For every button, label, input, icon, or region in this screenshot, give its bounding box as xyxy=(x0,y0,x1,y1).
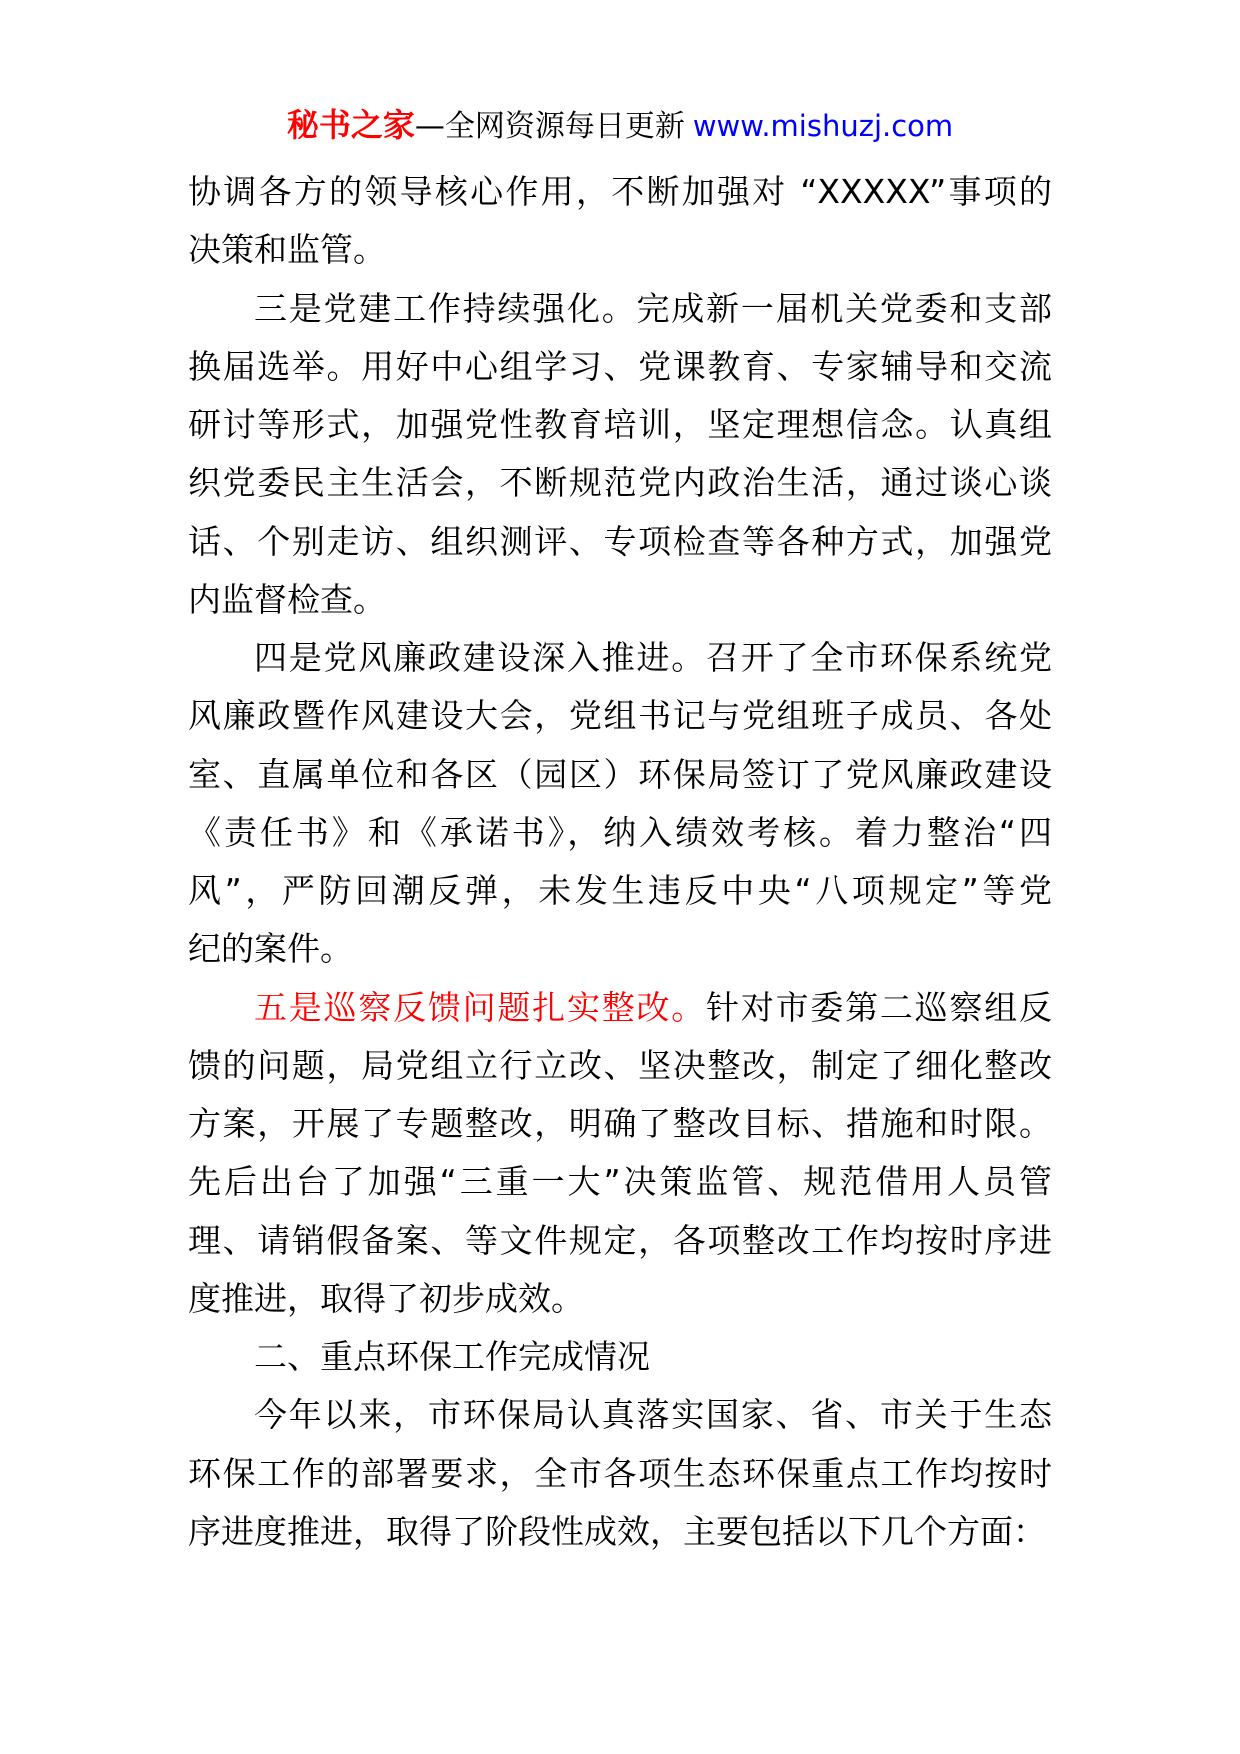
text-line: 环保工作的部署要求，全市各项生态环保重点工作均按时 xyxy=(188,1453,1052,1493)
highlighted-heading: 五是巡察反馈问题扎实整改。 xyxy=(254,987,707,1027)
text-line: 室、直属单位和各区（园区）环保局签订了党风廉政建设 xyxy=(188,754,1052,794)
text-line: 序进度推进，取得了阶段性成效，主要包括以下几个方面： xyxy=(188,1511,1046,1551)
header-brand: 秘书之家 xyxy=(286,106,415,144)
line-text: 针对市委第二巡察组反 xyxy=(706,987,1053,1027)
text-line: 内监督检查。 xyxy=(188,579,386,619)
text-line: 理、请销假备案、等文件规定，各项整改工作均按时序进 xyxy=(188,1220,1052,1260)
text-line: 话、个别走访、组织测评、专项检查等各种方式，加强党 xyxy=(188,521,1052,561)
paragraph-continued xyxy=(188,163,1052,280)
text-line: 馈的问题，局党组立行立改、坚决整改，制定了细化整改 xyxy=(188,1045,1052,1085)
page-header xyxy=(0,103,1240,147)
text-line: 度推进，取得了初步成效。 xyxy=(188,1278,584,1318)
text-line: 研讨等形式，加强党性教育培训，坚定理想信念。认真组 xyxy=(188,405,1052,444)
text-line: 四是党风廉政建设深入推进。召开了全市环保系统党 xyxy=(254,638,1052,677)
paragraph-party-building xyxy=(188,280,1052,630)
text-line: 决策和监管。 xyxy=(188,230,386,270)
section-heading xyxy=(188,1328,1052,1386)
text-line: 《责任书》和《承诺书》，纳入绩效考核。着力整治“四 xyxy=(188,812,1052,852)
text-line: 协调各方的领导核心作用，不断加强对 “XXXXX”事项的 xyxy=(188,172,1052,211)
text-line: 换届选举。用好中心组学习、党课教育、专家辅导和交流 xyxy=(188,346,1052,386)
text-line: 先后出台了加强“三重一大”决策监管、规范借用人员管 xyxy=(188,1162,1052,1202)
paragraph-overview xyxy=(188,1386,1052,1561)
section-heading-text: 二、重点环保工作完成情况 xyxy=(254,1337,650,1376)
document-body xyxy=(188,163,1052,1561)
text-line xyxy=(188,979,1052,1037)
header-url: www.mishuzj.com xyxy=(692,109,954,143)
text-line: 方案，开展了专题整改，明确了整改目标、措施和时限。 xyxy=(188,1104,1052,1143)
header-tagline: —全网资源每日更新 xyxy=(414,109,685,144)
text-line: 今年以来，市环保局认真落实国家、省、市关于生态 xyxy=(254,1395,1052,1435)
text-line: 风廉政暨作风建设大会，党组书记与党组班子成员、各处 xyxy=(188,696,1052,736)
text-line: 织党委民主生活会，不断规范党内政治生活，通过谈心谈 xyxy=(188,463,1052,503)
text-line: 纪的案件。 xyxy=(188,929,353,969)
text-line: 风”，严防回潮反弹，未发生违反中央“八项规定”等党 xyxy=(188,871,1052,910)
paragraph-inspection-rectification xyxy=(188,979,1052,1329)
paragraph-integrity xyxy=(188,629,1052,979)
text-line: 三是党建工作持续强化。完成新一届机关党委和支部 xyxy=(254,288,1052,328)
